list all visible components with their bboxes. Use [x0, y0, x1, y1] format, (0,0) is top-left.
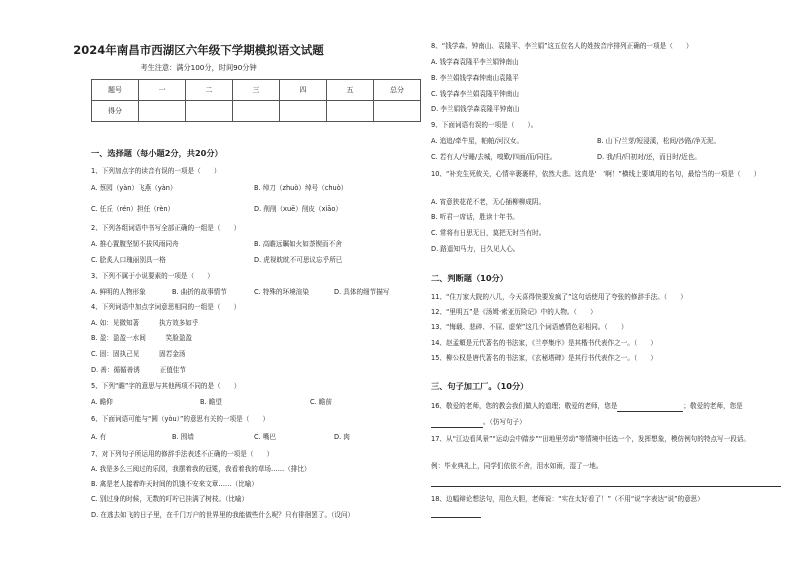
option-line: A. 钱学森袁隆平李兰娟钟南山 — [431, 58, 519, 66]
question-line: 3、下列不属于小说要素的一项是（ ） — [91, 272, 214, 280]
score-cell[interactable] — [139, 101, 186, 122]
option-line: A. 宵意狭花花不老，无心插柳柳成阴。 — [431, 198, 546, 206]
question-line: 9、下面词语有误的一项是（ ）。 — [431, 121, 538, 129]
question-line: 14、赵孟頫是元代著名的书法家，《兰亭集序》是其楷书代表作之一。（ ） — [431, 339, 657, 347]
option-line: B. 瞻望 — [200, 398, 222, 406]
answer-line[interactable] — [431, 517, 481, 518]
question-line: 13、“悔载、悲碎、不屈、虚荣”这几个词语感情色彩相同。（ ） — [431, 323, 628, 331]
question-line: 2、下列各组词语中书写全部正确的一组是（ ） — [91, 224, 241, 232]
option-line: A. 鲜明的人物形象 — [91, 288, 146, 296]
score-header-cell: 一 — [139, 80, 186, 101]
score-cell[interactable] — [186, 101, 233, 122]
option-line: D. 具体的细节描写 — [334, 288, 390, 296]
option-line: A. 有 — [91, 433, 107, 441]
answer-blank[interactable] — [617, 402, 683, 412]
q16-text-c: 。（仿写句子） — [483, 418, 526, 426]
option-line: D. 路遥知马力，日久见人心。 — [431, 245, 520, 253]
example-line: 例：毕业典礼上，同学们依依不舍，泪水如雨，湿了一地。 — [431, 462, 603, 470]
option-line: B. 高瞻远瞩如火如荼锲而不舍 — [254, 240, 342, 248]
option-line: A. 我是多么三阅过的乐园，我摆着我的冠冕，我看着我的草场……（排比） — [91, 465, 311, 473]
question-line: 7、对下列句子所运用的修辞手法表述不正确的一项是（ ） — [91, 450, 274, 458]
option-line: D. 李兰娟钱学森袁隆平钟南山 — [431, 105, 520, 113]
question-line: 15、柳公权是唐代著名的书法家，《玄秘塔碑》是其行书代表作之一。（ ） — [431, 354, 657, 362]
score-table — [91, 79, 421, 122]
option-line: C. 脍炙人口瑰丽别具一格 — [91, 256, 166, 264]
question-line: 8、“钱学森、钟南山、袁隆平、李兰娟”这五位名人的姓按音序排列正确的一项是（ ） — [431, 42, 693, 50]
option-line: D. 在逃去如飞的日子里，在千门万户的世界里的我能做些什么呢？只有徘徊罢了。（设问） — [91, 511, 355, 519]
option-line: D. 虎视眈眈不可思议忘乎所已 — [254, 256, 343, 264]
option-line: C. 嘴巴 — [254, 433, 276, 441]
section2-heading: 二、判断题（10分） — [431, 273, 508, 283]
answer-line[interactable] — [431, 486, 781, 487]
option-line: C. 别过身的时候，无数的叮咛已挂满了树枝。（比喻） — [91, 495, 249, 503]
answer-blank[interactable] — [431, 418, 483, 428]
question-line: 18、边幅辩论想法句，用色大胆，老师说：“实在太好看了！”（不用“说”字表达“说”的意思） — [431, 495, 704, 503]
option-line: C. 常将有日思无日，莫把无时当有时。 — [431, 229, 546, 237]
option-line: A. 蔡园（yàn）飞燕（yàn） — [91, 184, 177, 192]
score-header-cell: 四 — [280, 80, 327, 101]
q16-text-a: 16、敬爱的老师，您的教会我们做人的道理；敬爱的老师，您是 — [431, 402, 618, 410]
option-line: C. 若有人/兮睡/去城，嗅歎/四面/而/同往。 — [431, 153, 557, 161]
score-header-cell: 总分 — [374, 80, 421, 101]
score-header-cell: 三 — [233, 80, 280, 101]
score-header-cell: 二 — [186, 80, 233, 101]
option-line: C. 钱学森李兰娟袁隆平钟南山 — [431, 90, 519, 98]
option-line: B. 围墙 — [172, 433, 194, 441]
option-line: D. 削削（xuē）削皮（xiāo） — [254, 205, 342, 213]
option-line: C. 瞻前 — [310, 398, 332, 406]
option-line: B. 李兰娟钱学森钟南山袁隆平 — [431, 74, 519, 82]
q16-text-b: ；敬爱的老师，您是 — [683, 402, 743, 410]
option-line: B. 听君一席话，胜读十年书。 — [431, 213, 519, 221]
score-table-score-row — [92, 101, 421, 122]
exam-title: 2024年南昌市西湖区六年级下学期模拟语文试题 — [73, 43, 324, 57]
option-line: D. 善：循循善诱 正值佳节 — [91, 366, 186, 374]
question-line — [431, 402, 743, 412]
question-line: 10、“补充生死攸关，心情辛裹裹样，依然大悲。这真是‘ ’啊！”横线上要填用的名句，最恰当的一项是（ ） — [431, 170, 761, 178]
option-line: C. 任丘（rén）担任（rèn） — [91, 205, 175, 213]
score-header-cell: 题号 — [92, 80, 139, 101]
option-line: B. 禽是老人接着昨天时间的饥饿不安来文章……（比喻） — [91, 480, 258, 488]
question-line: 17、从“江边看风景”“运动会中踏步”“田地里劳动”等情境中任选一个，发挥想象，模仿例句的特点写一段话。 — [431, 435, 751, 443]
right-column — [397, 0, 794, 562]
score-cell[interactable] — [280, 101, 327, 122]
option-line: A. 推心置腹坚韧不拔风雨同舟 — [91, 240, 179, 248]
score-cell[interactable] — [327, 101, 374, 122]
score-row-label: 得分 — [92, 101, 139, 122]
score-cell[interactable] — [233, 101, 280, 122]
option-line: A. 如：见微知著 执方效多如乎 — [91, 319, 199, 327]
question-line: 4、下列词语中加点字词意思相同的一组是（ ） — [91, 303, 241, 311]
option-line: D. 肉 — [334, 433, 350, 441]
score-header-cell: 五 — [327, 80, 374, 101]
option-line: C. 特殊的环境渲染 — [254, 288, 309, 296]
question-line: 1、下列加点字的读音有误的一项是（ ） — [91, 167, 221, 175]
section3-heading: 三、句子加工厂。（10分） — [431, 381, 529, 391]
question-line: 12、“里明五”是《汤姆·索亚历险记》中的人物。（ ） — [431, 308, 597, 316]
option-line: A. 追追/牵牛星，帕帕/河汉女。 — [431, 137, 524, 145]
question-line — [431, 418, 526, 428]
option-line: C. 固：固执己见 固若金汤 — [91, 350, 186, 358]
option-line: B. 曲折的故事情节 — [172, 288, 227, 296]
exam-notice: 考生注意：满分100分，时间90分钟 — [140, 63, 257, 72]
score-table-header-row — [92, 80, 421, 101]
option-line: B. 盈：盈盈一水间 笑脸盈盈 — [91, 334, 193, 342]
option-line: A. 瞻仰 — [91, 398, 113, 406]
option-line: B. 绰刀（zhuò）绰号（chuò） — [254, 184, 348, 192]
question-line: 11、“住万家大院的八几，今天喜得快要发疯了”这句话使用了夸张的修辞手法。（ ） — [431, 293, 687, 301]
option-line: B. 山下/兰芽/短浸溪，松间/沙路/净无泥。 — [597, 137, 721, 145]
question-line: 5、下列“瞻”字的意思与其他两项不同的是（ ） — [91, 382, 241, 390]
option-line: D. 我/归/归初对/还，而日时/近也。 — [597, 153, 701, 161]
question-line: 6、下面词语可能与“圆（yòu）”的意思有关的一项是（ ） — [91, 415, 270, 423]
section1-heading: 一、选择题（每小题2分，共20分） — [91, 148, 223, 158]
